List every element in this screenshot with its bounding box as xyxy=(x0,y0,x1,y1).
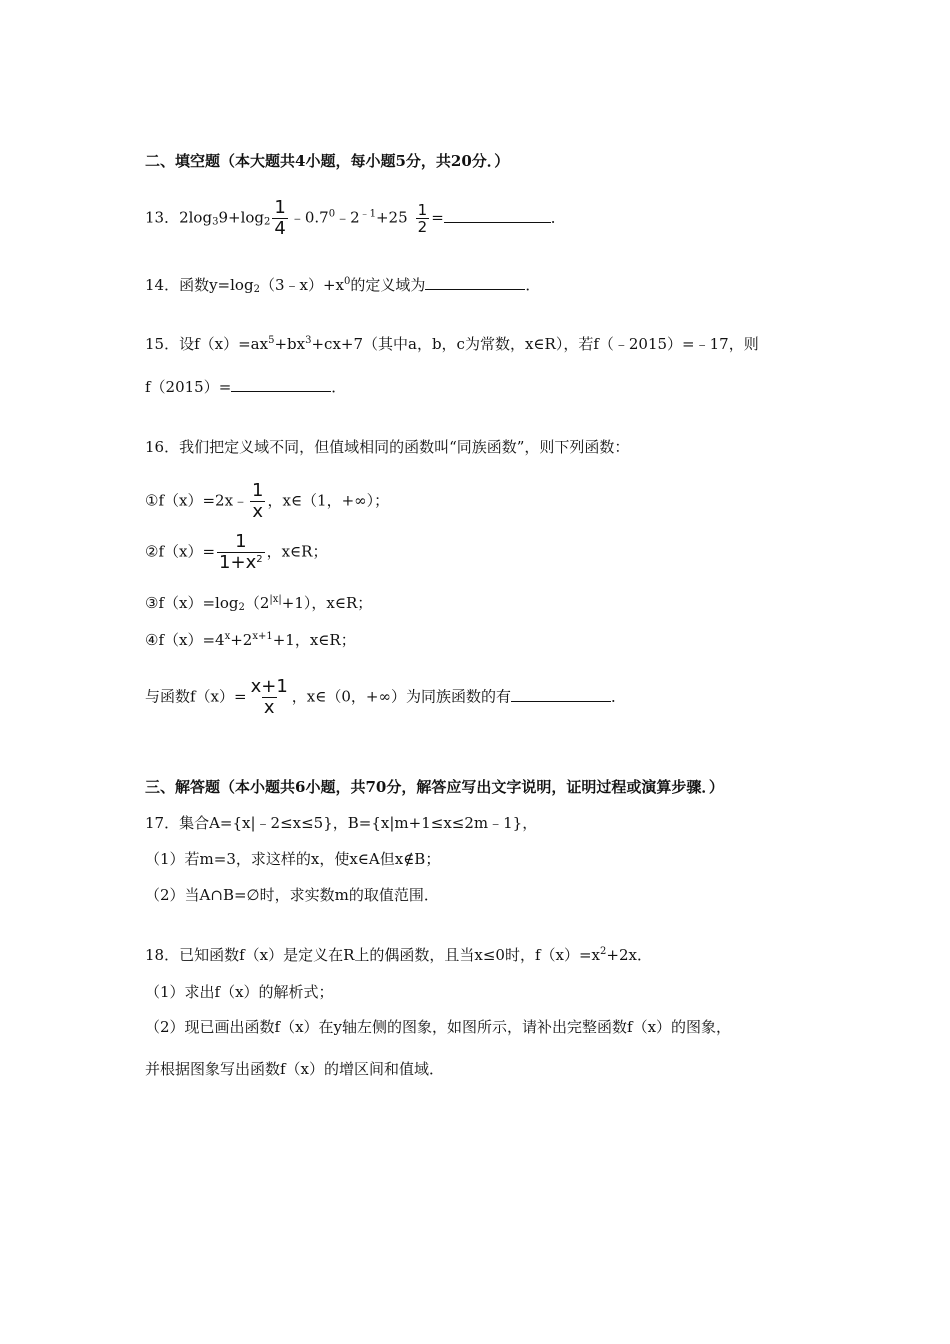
question-15 xyxy=(145,334,759,354)
section-2-heading: 二、填空题（本大题共4小题，每小题5分，共20分．） xyxy=(145,152,510,170)
q13-part: ﹣0.7 xyxy=(289,208,329,227)
q13-subscript: 2 xyxy=(264,216,271,228)
q16-final-text: ，x∈（0，+∞）为同族函数的有 xyxy=(291,687,511,706)
question-16-intro: 16．我们把定义域不同，但值域相同的函数叫“同族函数”，则下列函数： xyxy=(145,438,630,456)
q13-answer-blank[interactable] xyxy=(444,207,551,223)
q16-final-fraction xyxy=(249,677,290,718)
q16-item-text: +1），x∈R； xyxy=(281,594,373,612)
question-18-part-2-continued: 并根据图象写出函数f（x）的增区间和值域． xyxy=(145,1060,445,1078)
fraction-numerator: x+1 xyxy=(250,676,288,697)
q16-item-1 xyxy=(145,481,389,522)
q16-item-text: ④f（x）=4 xyxy=(145,631,225,649)
q18-stem-text: +2x． xyxy=(606,946,652,964)
q16-item-text: （2 xyxy=(244,594,270,612)
q15-part: +cx+7（其中a，b，c为常数，x∈R），若f（﹣2015）=﹣17，则 xyxy=(311,335,759,353)
q16-item-2-fraction xyxy=(217,532,265,573)
q16-superscript: |x| xyxy=(269,594,282,605)
q16-item-2 xyxy=(145,532,327,573)
q13-part: +25 xyxy=(375,208,408,227)
q16-subscript: 2 xyxy=(238,602,245,613)
q16-superscript: x xyxy=(224,631,231,642)
question-17-part-1: （1）若m=3，求这样的x，使x∈A但x∉B； xyxy=(145,850,441,868)
fraction-denominator xyxy=(217,552,265,573)
denominator-base: 1+x xyxy=(219,552,257,573)
q14-subscript: 2 xyxy=(253,284,260,295)
question-18-stem xyxy=(145,945,652,965)
q15-answer-blank[interactable] xyxy=(231,376,331,392)
q16-item-text: ③f（x）=log xyxy=(145,594,239,612)
question-15-line-2 xyxy=(145,376,346,397)
question-17-stem: 17．集合A={x|﹣2≤x≤5}，B={x|m+1≤x≤2m﹣1}， xyxy=(145,814,538,832)
q16-item-text: ①f（x）=2x﹣ xyxy=(145,491,249,510)
q13-fraction-1-4 xyxy=(272,198,287,239)
fraction-denominator: x xyxy=(263,697,275,718)
q14-part: （3﹣x）+x xyxy=(259,276,344,294)
question-17-part-2: （2）当A∩B=∅时，求实数m的取值范围． xyxy=(145,886,439,904)
q18-superscript: 2 xyxy=(600,946,607,957)
q16-item-text: ，x∈（1，+∞）； xyxy=(267,491,390,510)
q14-end: ． xyxy=(525,276,541,294)
question-18-part-1: （1）求出f（x）的解析式； xyxy=(145,983,334,1001)
q13-superscript: ﹣1 xyxy=(359,208,376,220)
q16-item-text: +1，x∈R； xyxy=(272,631,356,649)
q14-part: 的定义域为 xyxy=(350,276,426,294)
fraction-denominator: x xyxy=(252,501,264,522)
q16-final xyxy=(145,677,626,718)
fraction-numerator: 1 xyxy=(274,197,286,218)
q15-part: +bx xyxy=(274,335,306,353)
q13-exponent-fraction xyxy=(416,202,430,235)
section-3-heading: 三、解答题（本小题共6小题，共70分，解答应写出文字说明，证明过程或演算步骤．） xyxy=(145,778,724,796)
q13-part: ﹣2 xyxy=(335,208,360,227)
q13-subscript: 3 xyxy=(212,216,219,228)
q15-end: ． xyxy=(331,378,347,396)
q16-superscript: x+1 xyxy=(252,631,273,642)
q16-item-3 xyxy=(145,593,372,613)
q15-superscript: 5 xyxy=(268,335,275,346)
fraction-denominator: 4 xyxy=(274,218,286,239)
question-13 xyxy=(145,198,566,239)
fraction-denominator: 2 xyxy=(417,218,428,236)
q18-stem-text: 18．已知函数f（x）是定义在R上的偶函数，且当x≤0时，f（x）=x xyxy=(145,946,601,964)
q16-final-text: 与函数f（x）= xyxy=(145,687,247,706)
question-18-part-2: （2）现已画出函数f（x）在y轴左侧的图象，如图所示，请补出完整函数f（x）的图象， xyxy=(145,1018,732,1036)
fraction-numerator: 1 xyxy=(417,201,428,219)
q13-part: 2log xyxy=(179,208,213,227)
q16-item-1-fraction xyxy=(250,481,265,522)
q13-equals: = xyxy=(431,208,444,227)
q16-item-text: ，x∈R； xyxy=(266,542,328,561)
q13-part: 9+log xyxy=(218,208,264,227)
q16-answer-blank[interactable] xyxy=(511,686,611,702)
fraction-numerator: 1 xyxy=(252,480,264,501)
q16-item-4 xyxy=(145,630,356,650)
q16-end: ． xyxy=(610,687,626,706)
q14-superscript: 0 xyxy=(343,276,351,287)
q15-superscript: 3 xyxy=(305,335,312,346)
fraction-numerator: 1 xyxy=(235,531,247,552)
q15-part: f（2015）= xyxy=(145,378,232,396)
denominator-exponent: 2 xyxy=(256,554,263,565)
q14-answer-blank[interactable] xyxy=(425,274,525,290)
question-14 xyxy=(145,274,540,295)
q13-superscript: 0 xyxy=(328,208,336,220)
q13-number: 13． xyxy=(145,208,180,227)
q16-item-text: +2 xyxy=(230,631,253,649)
q15-part: 15．设f（x）=ax xyxy=(145,335,269,353)
q13-end: ． xyxy=(550,208,566,227)
q16-item-text: ②f（x）= xyxy=(145,542,216,561)
q14-part: 14．函数y=log xyxy=(145,276,254,294)
